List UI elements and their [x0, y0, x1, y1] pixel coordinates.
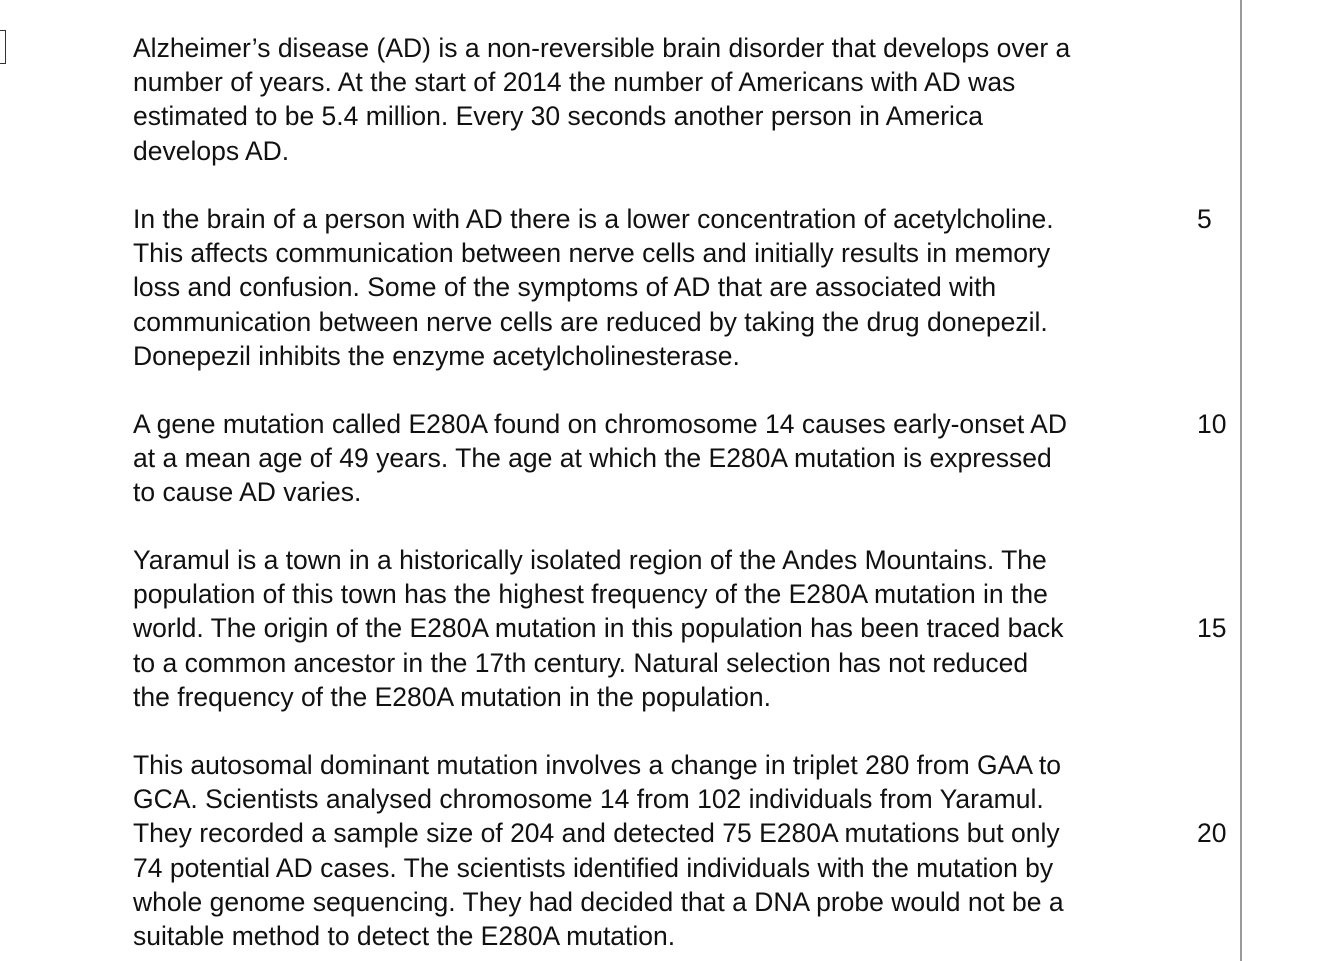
text-line: at a mean age of 49 years. The age at which the E280A mutation is expressed [133, 443, 1052, 474]
text-line: world. The origin of the E280A mutation in this population has been traced back [133, 613, 1064, 644]
line-number-15: 15 [1197, 613, 1227, 644]
text-line: Donepezil inhibits the enzyme acetylcholinesterase. [133, 340, 740, 371]
left-margin-box [0, 30, 6, 64]
text-line: GCA. Scientists analysed chromosome 14 from 102 individuals from Yaramul. [133, 784, 1044, 815]
paragraph-3 [133, 407, 1233, 510]
text-line: communication between nerve cells are reduced by taking the drug donepezil. [133, 306, 1048, 337]
line-number-5: 5 [1197, 204, 1212, 234]
text-line: whole genome sequencing. They had decided that a DNA probe would not be a [133, 886, 1064, 917]
text-line: loss and confusion. Some of the symptoms of AD that are associated with [133, 272, 997, 303]
text-line: They recorded a sample size of 204 and detected 75 E280A mutations but only [133, 818, 1060, 849]
text-line: population of this town has the highest frequency of the E280A mutation in the [133, 579, 1048, 610]
text-line: Alzheimer’s disease (AD) is a non-reversible brain disorder that develops over a [133, 33, 1071, 63]
text-line: This affects communication between nerve cells and initially results in memory [133, 238, 1051, 269]
text-line: to cause AD varies. [133, 477, 362, 508]
text-line: estimated to be 5.4 million. Every 30 seconds another person in America [133, 101, 983, 132]
paragraph-1 [133, 31, 1233, 168]
paragraph-2 [133, 202, 1233, 373]
paragraph-5 [133, 748, 1233, 953]
text-line: Yaramul is a town in a historically isolated region of the Andes Mountains. The [133, 545, 1047, 575]
paragraph-4 [133, 543, 1233, 714]
text-line: This autosomal dominant mutation involves a change in triplet 280 from GAA to [133, 750, 1061, 780]
text-line: suitable method to detect the E280A mutation. [133, 920, 676, 951]
line-number-20: 20 [1197, 818, 1227, 849]
text-line: In the brain of a person with AD there is a lower concentration of acetylcholine. [133, 204, 1054, 234]
text-line: number of years. At the start of 2014 the number of Americans with AD was [133, 67, 1016, 98]
text-line: to a common ancestor in the 17th century. Natural selection has not reduced [133, 647, 1029, 678]
line-number-10: 10 [1197, 409, 1227, 439]
right-margin-rule [1240, 0, 1242, 961]
text-line: 74 potential AD cases. The scientists identified individuals with the mutation by [133, 852, 1054, 883]
text-line: develops AD. [133, 135, 290, 166]
text-line: A gene mutation called E280A found on chromosome 14 causes early-onset AD [133, 409, 1067, 439]
text-line: the frequency of the E280A mutation in the population. [133, 681, 771, 712]
